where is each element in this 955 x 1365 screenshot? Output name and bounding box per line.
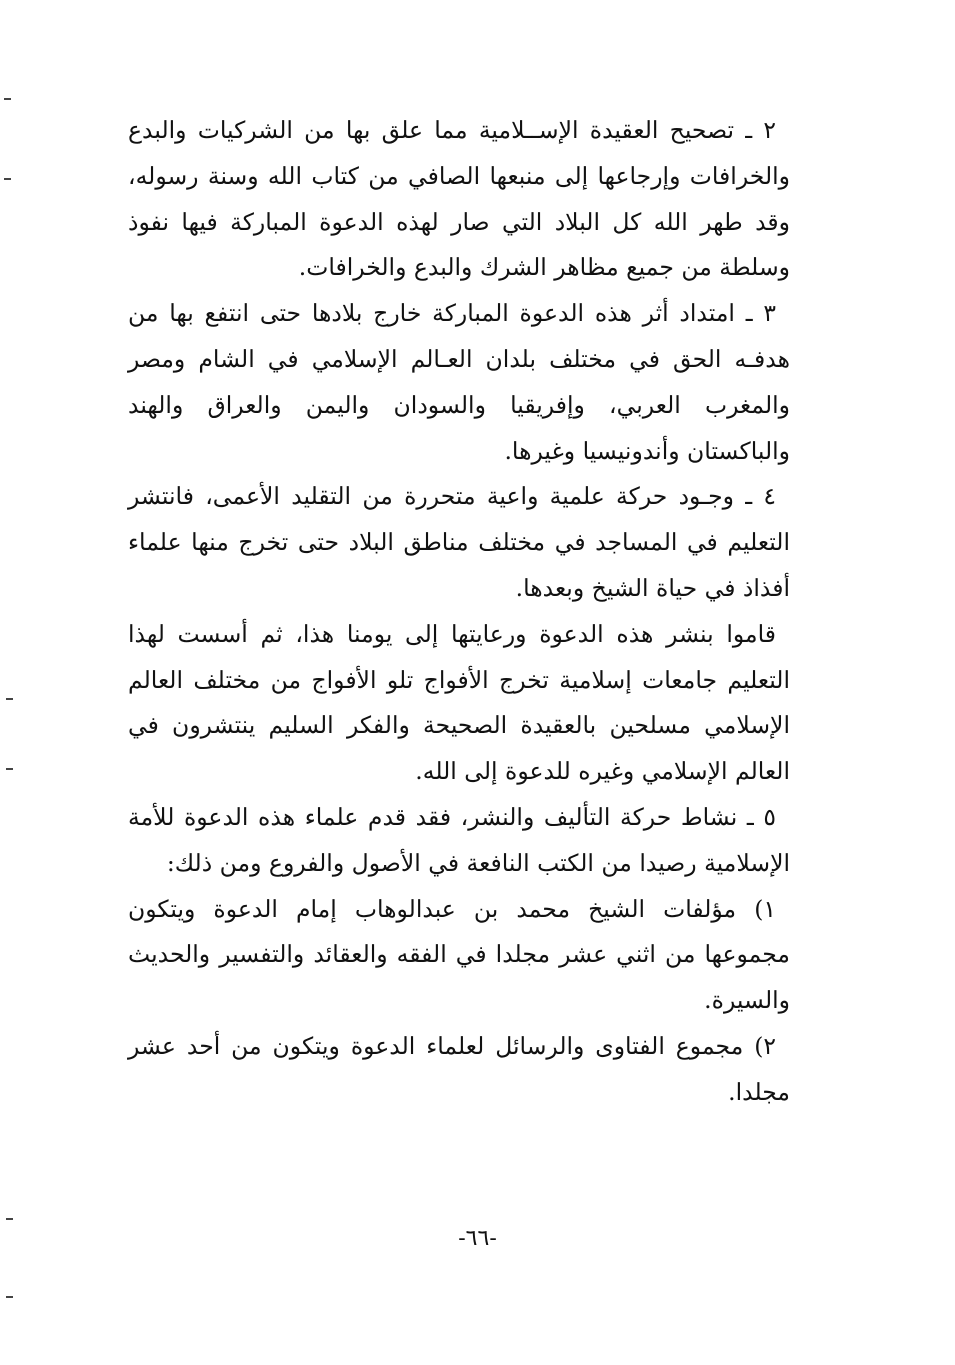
scan-edge-mark (4, 178, 11, 180)
scan-edge-mark (6, 768, 13, 770)
paragraph-point-2: ٢ ـ تصحيح العقيدة الإســلامية مما علق بها من الشركيات والبدع والخرافات وإرجاعها إلى منبعها الصافي من كتاب الله وسنة رسوله، وقد طهر الله كل البلاد التي صار لهذه الدعوة المباركة فيها نفوذ وسلطة من جميع مظاهر الشرك والبدع والخرافات. (128, 116, 790, 282)
page-number: -٦٦- (458, 1226, 497, 1251)
list-item-2: ٢) مجموع الفتاوى والرسائل لعلماء الدعوة ويتكون من أحد عشر مجلدا. (128, 1031, 790, 1106)
paragraph-point-3: ٣ ـ امتداد أثر هذه الدعوة المباركة خارج بلادها حتى انتفع بها من هدفـه الحق في مختلف بلدان العـالم الإسلامي في الشام ومصر والمغرب العربي، وإفريقيا والسودان واليمن والعراق والهند والباكستان وأندونيسيا وغيرها. (128, 299, 790, 465)
paragraph-point-4: ٤ ـ وجـود حركة علمية واعية متحررة من التقليد الأعمى، فانتشر التعليم في المساجد في مختلف مناطق البلاد حتى تخرج منها علماء أفذاذ في حياة الشيخ وبعدها. (128, 482, 790, 602)
body-text (128, 108, 790, 1116)
list-item-1: ١) مؤلفات الشيخ محمد بن عبدالوهاب إمام الدعوة ويتكون مجموعها من اثني عشر مجلدا في الفقه والعقائد والتفسير والحديث والسيرة. (128, 894, 790, 1015)
paragraph-continuation: قاموا بنشر هذه الدعوة ورعايتها إلى يومنا هذا، ثم أسست لهذا التعليم جامعات إسلامية تخرج الأفواج تلو الأفواج من مختلف العالم الإسلامي مسلحين بالعقيدة الصحيحة والفكر السليم ينتشرون في العالم الإسلامي وغيره للدعوة إلى الله. (128, 619, 790, 786)
scan-edge-mark (6, 1218, 13, 1220)
paragraph-point-5: ٥ ـ نشاط حركة التأليف والنشر، فقد قدم علماء هذه الدعوة للأمة الإسلامية رصيدا من الكتب النافعة في الأصول والفروع ومن ذلك: (128, 802, 790, 877)
scan-edge-mark (6, 1296, 13, 1298)
scan-edge-mark (4, 98, 11, 100)
scan-edge-mark (6, 698, 13, 700)
